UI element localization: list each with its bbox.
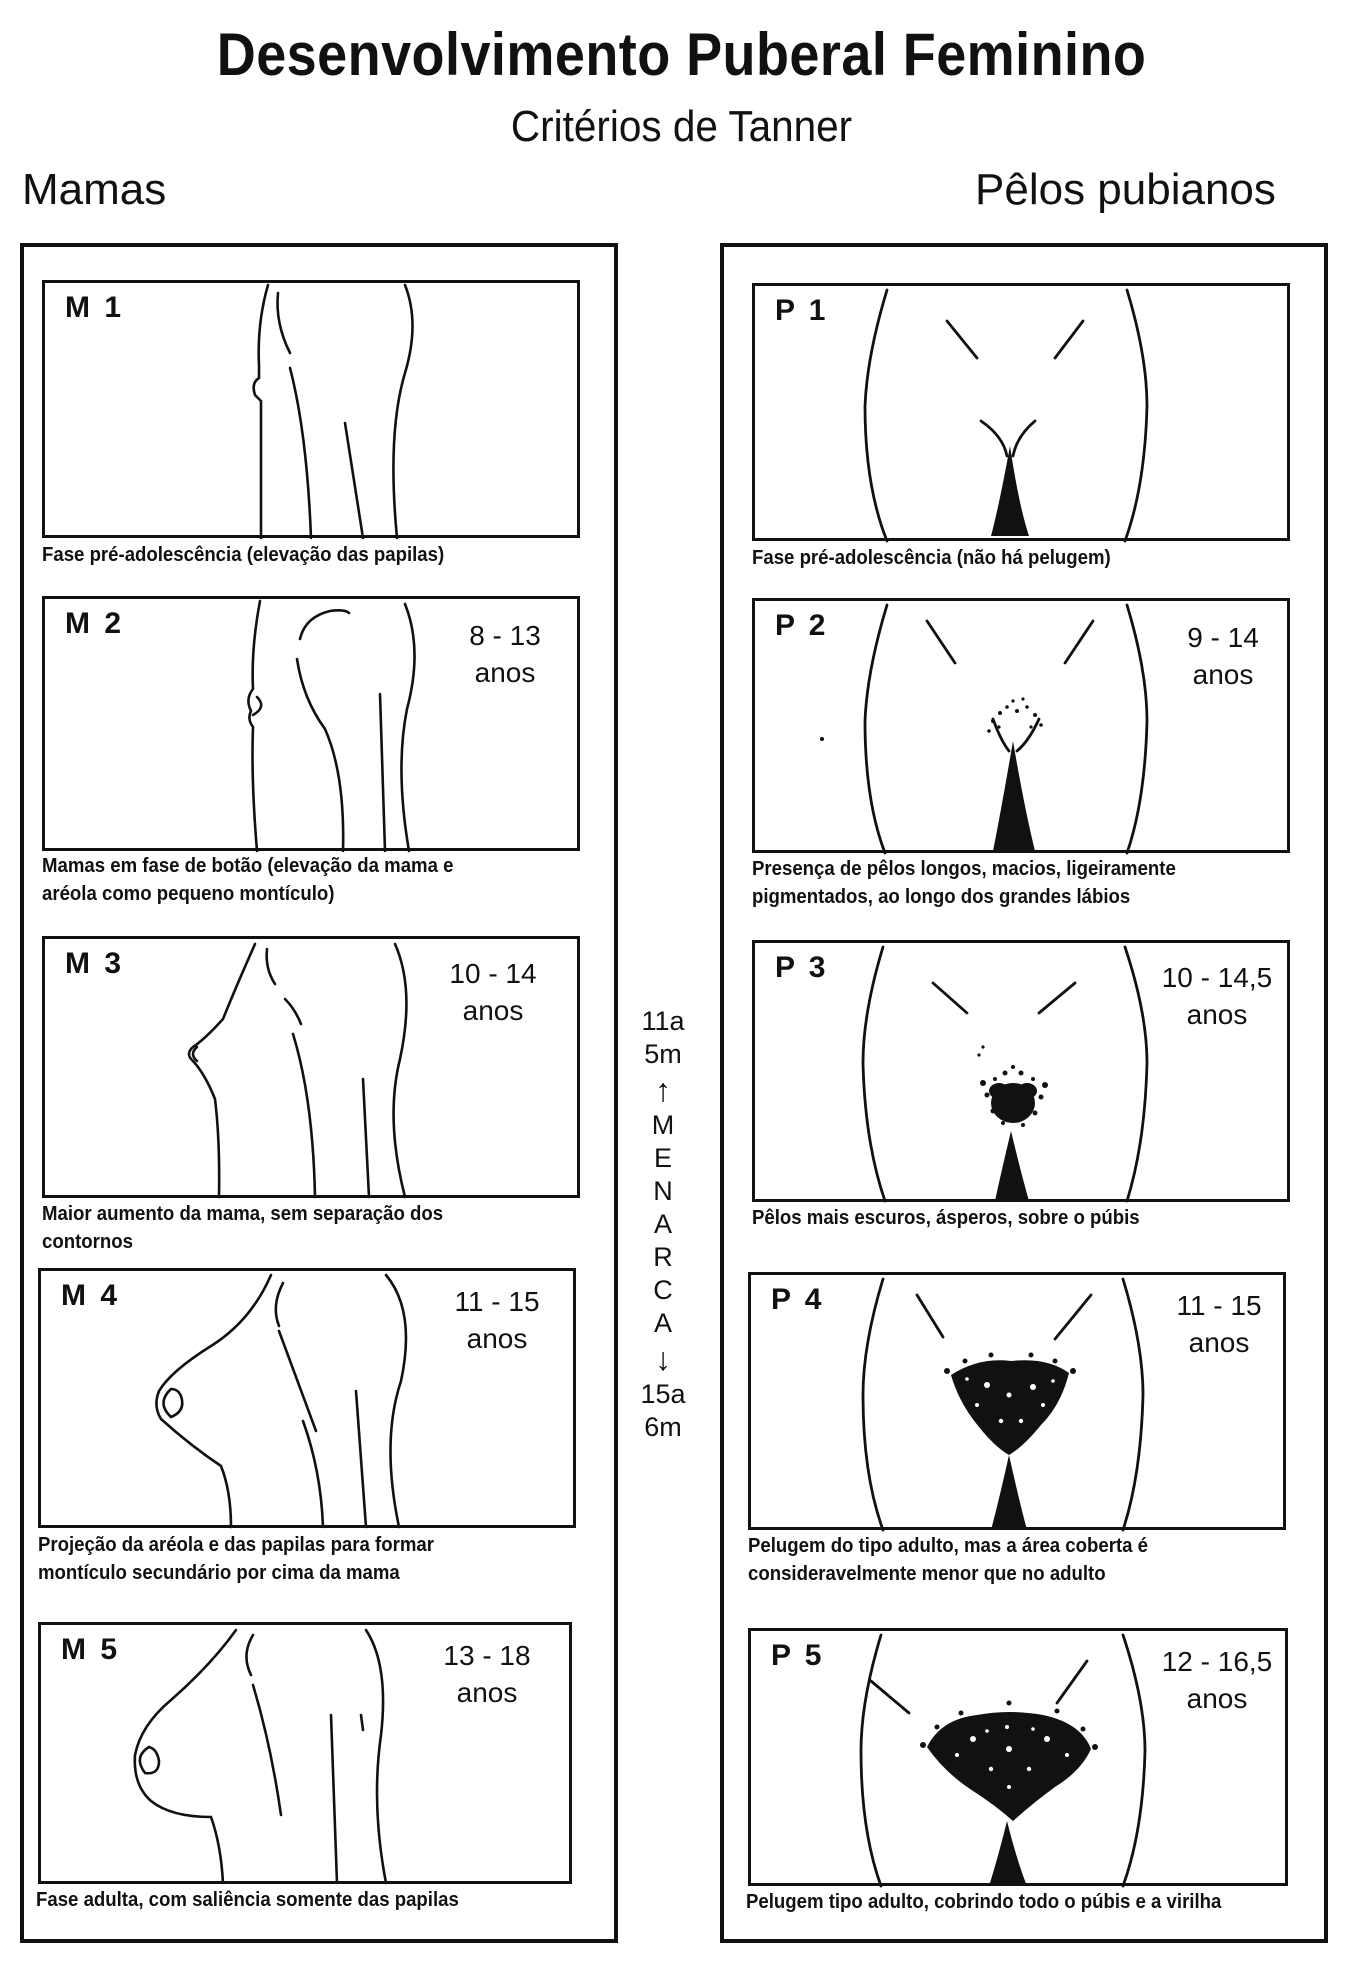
- stage-caption: [42, 852, 453, 908]
- age-range: [427, 1283, 567, 1357]
- caption-line: consideravelmente menor que no adulto: [748, 1563, 1106, 1585]
- age-unit: anos: [1188, 1327, 1250, 1358]
- age-unit: anos: [474, 657, 536, 688]
- age-unit: anos: [1186, 1683, 1248, 1714]
- age-unit: anos: [462, 995, 524, 1026]
- menarca-letter: A: [653, 1308, 672, 1338]
- page-subtitle: Critérios de Tanner: [510, 102, 853, 151]
- age-range-value: 11 - 15: [1176, 1290, 1262, 1321]
- breast-m1-drawing: [45, 283, 583, 541]
- menarca-end-age-months: 6m: [644, 1412, 682, 1442]
- stage-label: P 3: [775, 951, 829, 984]
- stage-label: P 2: [775, 609, 829, 642]
- hair-dots: [820, 697, 1043, 741]
- menarca-start-age-years: 11a: [641, 1006, 685, 1036]
- stage-panel-m2: [42, 596, 580, 851]
- caption-line: Presença de pêlos longos, macios, ligeiramente: [752, 858, 1176, 880]
- age-range: [1147, 1643, 1287, 1717]
- menarca-letter: C: [653, 1275, 673, 1305]
- menarca-letter: E: [653, 1143, 672, 1173]
- age-range-value: 8 - 13: [469, 620, 541, 651]
- menarca-letter: R: [653, 1242, 673, 1272]
- stage-panel-p3: [752, 940, 1290, 1202]
- age-range: [417, 1637, 557, 1711]
- caption-line: Projeção da aréola e das papilas para formar: [38, 1534, 434, 1556]
- stage-panel-p5: [748, 1628, 1288, 1886]
- age-unit: anos: [1186, 999, 1248, 1030]
- stage-caption: [752, 1204, 1140, 1232]
- pelos-column-title: Pêlos pubianos: [975, 165, 1276, 214]
- caption-line: aréola como pequeno montículo): [42, 883, 335, 905]
- caption-line: Mamas em fase de botão (elevação da mama e: [42, 855, 454, 877]
- caption-line: Fase adulta, com saliência somente das papilas: [36, 1889, 459, 1911]
- stage-panel-p2: [752, 598, 1290, 853]
- age-range: [1147, 959, 1287, 1033]
- age-unit: anos: [456, 1677, 518, 1708]
- age-unit: anos: [466, 1323, 528, 1354]
- caption-line: Fase pré-adolescência (elevação das papilas): [42, 544, 445, 566]
- stage-caption: [42, 1200, 443, 1256]
- stage-panel-m5: [38, 1622, 572, 1884]
- stage-label: P 4: [771, 1283, 825, 1316]
- stage-label: M 5: [61, 1633, 121, 1666]
- mamas-column-title: Mamas: [22, 165, 167, 214]
- age-range-value: 9 - 14: [1187, 622, 1259, 653]
- stage-label: P 1: [775, 294, 829, 327]
- arrow-down-icon: ↓: [655, 1341, 671, 1377]
- stage-panel-p1: [752, 283, 1290, 541]
- stage-caption: [38, 1531, 434, 1587]
- caption-line: Maior aumento da mama, sem separação dos: [42, 1203, 444, 1225]
- hair-patch: [920, 1701, 1098, 1822]
- stage-caption: [752, 544, 1111, 572]
- caption-line: Fase pré-adolescência (não há pelugem): [752, 547, 1111, 569]
- age-range: [1149, 1287, 1289, 1361]
- stage-caption: [746, 1888, 1221, 1916]
- age-range-value: 10 - 14: [449, 958, 537, 989]
- stage-caption: [752, 855, 1176, 911]
- stage-label: P 5: [771, 1639, 825, 1672]
- menarca-end-age-years: 15a: [640, 1379, 686, 1409]
- stage-panel-p4: [748, 1272, 1286, 1530]
- age-unit: anos: [1192, 659, 1254, 690]
- age-range: [423, 955, 563, 1029]
- age-range-value: 13 - 18: [443, 1640, 531, 1671]
- menarca-indicator: [635, 1005, 691, 1444]
- stage-panel-m4: [38, 1268, 576, 1528]
- stage-caption: [36, 1886, 459, 1914]
- arrow-up-icon: ↑: [655, 1072, 671, 1108]
- caption-line: pigmentados, ao longo dos grandes lábios: [752, 886, 1131, 908]
- caption-line: Pelugem do tipo adulto, mas a área coberta é: [748, 1535, 1149, 1557]
- menarca-letter: M: [651, 1110, 675, 1140]
- stage-label: M 3: [65, 947, 125, 980]
- caption-line: montículo secundário por cima da mama: [38, 1562, 400, 1584]
- age-range: [1153, 619, 1293, 693]
- hair-patch: [944, 1353, 1076, 1456]
- hair-patch: [977, 1045, 1048, 1127]
- caption-line: contornos: [42, 1231, 133, 1253]
- caption-line: Pêlos mais escuros, ásperos, sobre o púbis: [752, 1207, 1140, 1229]
- caption-line: Pelugem tipo adulto, cobrindo todo o púbis e a virilha: [746, 1891, 1222, 1913]
- menarca-start-age-months: 5m: [644, 1039, 682, 1069]
- stage-label: M 4: [61, 1279, 121, 1312]
- age-range-value: 10 - 14,5: [1161, 962, 1273, 993]
- page-title: Desenvolvimento Puberal Feminino: [216, 21, 1147, 88]
- age-range-value: 12 - 16,5: [1161, 1646, 1273, 1677]
- stage-caption: [42, 541, 444, 569]
- stage-panel-m3: [42, 936, 580, 1198]
- age-range: [435, 617, 575, 691]
- pubic-p1-drawing: [755, 286, 1293, 544]
- stage-caption: [748, 1532, 1148, 1588]
- menarca-letter: N: [653, 1176, 673, 1206]
- stage-label: M 1: [65, 291, 125, 324]
- menarca-letter: A: [653, 1209, 672, 1239]
- stage-label: M 2: [65, 607, 125, 640]
- stage-panel-m1: [42, 280, 580, 538]
- age-range-value: 11 - 15: [454, 1286, 540, 1317]
